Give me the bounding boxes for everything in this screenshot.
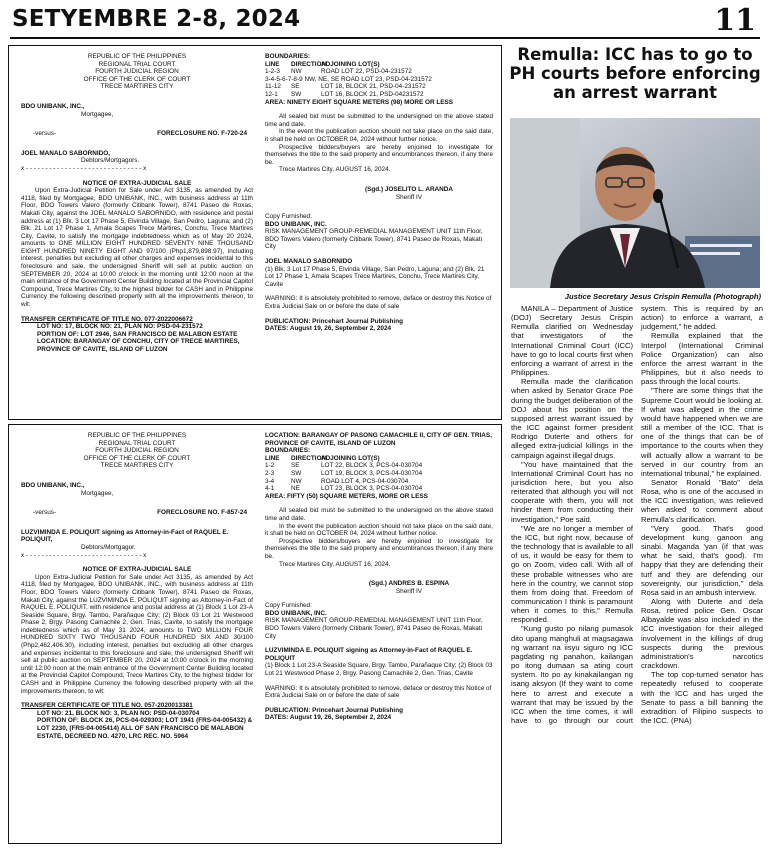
- boundaries-header: [265, 455, 493, 463]
- photo-illustration: [510, 118, 760, 288]
- boundary-adjoining: LOT 16, BLOCK 21, PSD-04231572: [321, 90, 424, 98]
- boundary-adjoining: LOT 18, BLOCK 21, PSD-04-231572: [321, 83, 426, 91]
- area-info: AREA: FIFTY (50) SQUARE METERS, MORE OR LESS: [265, 492, 428, 500]
- copy-furnished: Copy Furnished:: [265, 602, 312, 610]
- lot-info: LOT NO: 17, BLOCK NO: 21, PLAN NO: PSD-04-231572: [37, 323, 203, 331]
- article-paragraph: Along with Duterte and dela Rosa, retired police Gen. Oscar Albayalde was also included in the ICC investigation for their alleged involvement in the killings of drug suspects during the previous administration's narcotics crackdown.: [641, 597, 763, 671]
- boundary-line: 11-12: [265, 83, 281, 91]
- article-body: [511, 304, 763, 844]
- article-paragraph: Remulla made the clarification when asked by Senator Grace Poe during the budget deliberation of the DOJ about his position on the supposed arrest warrant issued by the ICC against former president Rodrigo Duterte and others for alleged extra-judicial killings in the campaign against illegal drugs.: [511, 377, 633, 460]
- case-number: FORECLOSURE NO. F-720-24: [157, 130, 247, 138]
- copy-debtor: JOEL MANALO SABORNIDO: [265, 258, 353, 266]
- notice-body: Upon Extra-Judicial Petition for Sale under Act 3135, as amended by Act 4118, filed by Mortgagee, BDO UNIBANK, INC., with business address at 11th Floor, BDO Towers Valero (formerly Citibank Tower), 8741 Paseo de Roxas, Makati City, against the LUZVIMINDA E. POLIQUIT signing as Attorney-in-Fact of RAQUEL E. POLIQUIT, with residence and postal address at (1) Block 1 Lot 23-A Seaside Square, Brgy. Tambo, Parañaque City; (2) Block 03 Lot 21 Westwood Phase 2, Brgy. Pasong Camachile 2, Gen. Trias, Cavite, to satisfy the mortgage indebtedness which as of May 31 2024, amounts to TWO MILLION FOUR HUNDRED SIXTY TWO THOUSAND FOUR HUNDRED SIX AND 30/100 (Php2,462,406.30), including interest, penalties but excluding all other charges and expenses incidental to this foreclosure and sale, the undersigned Sheriff will sell at public auction on SEPTEMBER 20, 2024 at 10:00 o'clock in the morning until 12:00 noon at the main entrance of the Government Center Building located at the Provincial Capitol Compound, Trece Martires City, to the highest bidder for CASH and in Philippine Currency the following described property with all the improvements thereon, to wit:: [21, 573, 253, 695]
- defendant: LUZVIMINDA E. POLIQUIT signing as Attorney-in-Fact of RAQUEL E. POLIQUIT,: [21, 528, 229, 544]
- notice2-left-column: [21, 432, 253, 839]
- boundary-line: 12-1: [265, 90, 278, 98]
- article-photo: [510, 118, 760, 288]
- copy-debtor-address: (1) Blk. 3 Lot 17 Phase 5, Elvinda Village, San Pedro, Laguna; and (2) Blk. 21 Lot 17 Phase 1, Amala Scapes Trece Martires, Conchu, Trece Martires City, Cavite: [265, 265, 485, 288]
- boundary-adjoining: LOT 23, BLOCK 3, PCS-04-030704: [321, 485, 423, 493]
- case-number: FORECLOSURE NO. F-857-24: [157, 509, 247, 517]
- court-header: [21, 432, 253, 470]
- col-line: LINE: [265, 60, 280, 68]
- boundary-line: 3-4-5-6-7-8-9: [265, 75, 303, 83]
- article-paragraph: "Kung gusto po nilang pumasok dito upang manghuli at magsagawa ng warrant na iisyu siguro ng ICC pagdating ng panahon, kailangan po itong dumaan sa ating court system. Ito po ay kinakailangan ng isang aksyon (If they want to come here to arrest and execute a warrant that may be issued by the ICC when the time comes, it will have to go through our court system. This is required by an action) to enforce a warrant, a judgement," he added.: [511, 304, 763, 726]
- boundaries-title: BOUNDARIES:: [265, 447, 311, 455]
- separator: x - - - - - - - - - - - - - - - - - - - - - - - - - - - - - - x: [21, 164, 147, 172]
- court-line: TRECE MARTIRES CITY: [100, 83, 174, 91]
- notice-extra-judicial-sale-2: [8, 424, 502, 844]
- sealed-bid-para: All sealed bid must be submitted to the undersigned on the above stated time and date.: [265, 113, 493, 128]
- sealed-bid-para: All sealed bid must be submitted to the undersigned on the above stated time and date.: [265, 507, 493, 522]
- portion-info: PORTION OF: LOT 2946, SAN FRANCISCO DE MALABON ESTATE: [37, 330, 238, 338]
- copy-bank-address: RISK MANAGEMENT GROUP-REMEDIAL MANAGEMENT UNIT 11th Floor, BDO Towers Valero (formerly Citibank Tower), 8741 Paseo de Roxas, Makati City: [265, 617, 483, 640]
- case-line: [21, 509, 253, 517]
- boundary-adjoining: ROAD LOT 23, PSD-04-231572: [341, 75, 432, 83]
- col-adjoining: ADJOINING LOT(S): [321, 454, 380, 462]
- sheriff-signature: (Sgd.) ANDRES B. ESPINA: [368, 580, 450, 588]
- boundary-direction: NW: [291, 68, 302, 76]
- boundary-row: [265, 470, 493, 478]
- court-line: FOURTH JUDICIAL REGION: [95, 68, 179, 76]
- boundary-direction: SW: [291, 90, 302, 98]
- col-direction: DIRECTION: [291, 60, 327, 68]
- col-line: LINE: [265, 454, 280, 462]
- place-date: Trece Martires City, AUGUST 16, 2024.: [279, 166, 391, 174]
- court-header: [21, 53, 253, 91]
- boundary-direction: NW: [291, 477, 302, 485]
- boundary-direction: SW: [291, 469, 302, 477]
- portion-info: PORTION OF: BLOCK 26, PCS-04-029303; LOT 1941 (FRS-04-005432) & LOT 2230, (FRS-04-005414) ALL OF SAN FRANCISCO DE MALABON ESTATE, DECREED NO. 4270, LRC REC. NO. 5964: [37, 717, 253, 740]
- col-direction: DIRECTION: [291, 454, 327, 462]
- article-paragraph: Senator Ronald "Bato" dela Rosa, who is one of the accused in the ICC investigation, was relieved when asked to comment about Remulla's clarification.: [641, 477, 763, 524]
- boundary-line: 4-1: [265, 485, 275, 493]
- postponement-para: In the event the publication auction should not take place on the said date, it shall be held on OCTOBER 04, 2024 without further notice.: [265, 128, 493, 143]
- notice-title: NOTICE OF EXTRA-JUDICIAL SALE: [82, 179, 192, 187]
- header-rule: [10, 37, 760, 39]
- boundary-direction: NE: [291, 485, 300, 493]
- court-line: TRECE MARTIRES CITY: [100, 462, 174, 470]
- notice1-left-column: [21, 53, 253, 415]
- article-paragraph: "We are no longer a member of the ICC, but right now, because of the technology that is available to all of us, it would be easy for them to go on Zoom, video call. With all of these probable witnesses who are here in the country, we cannot stop them from doing that. Freedom of communication I think is paramount when it comes to this," Remulla responded.: [511, 523, 634, 625]
- boundary-row: [265, 478, 493, 486]
- boundary-line: 3-4: [265, 477, 275, 485]
- plaintiff-role: Mortgagee,: [81, 489, 114, 497]
- article-paragraph: Remulla explained that the Interpol (International Criminal Police Organization) can also enforce the arrest warrant in the Philippines, but it also needs to pass through the local courts.: [641, 331, 763, 387]
- article-paragraph: "You have maintained that the International Criminal Court has no jurisdiction here, but you also reiterated that although you will not cooperate with them, you will not hinder them from conducting their investigation," Poe said.: [511, 459, 633, 524]
- issue-date: SETYEMBRE 2-8, 2024: [12, 6, 301, 32]
- boundary-adjoining: ROAD LOT 4, PCS-04-030704: [321, 477, 409, 485]
- copy-debtor-address: (1) Block 1 Lot 23-A Seaside Square, Brgy. Tambo, Parañaque City; (2) Block 03 Lot 21 Westwood Phase 2, Brgy. Pasong Camachile 2, Gen. Trias, Cavite: [265, 662, 493, 678]
- notice2-right-column: [265, 432, 493, 839]
- photo-caption: Justice Secretary Jesus Crispin Remulla (Photograph): [564, 292, 761, 301]
- court-line: OFFICE OF THE CLERK OF COURT: [83, 454, 191, 462]
- page-header: [0, 0, 770, 42]
- article-paragraph: "Very good. That's good development kung ganoon ang sinabi. Maganda 'yan (if that was what he said, that's good). I'm happy that they are defending their turf and they are defending our sovereignty, our jurisdiction," dela Rosa said in an ambush interview.: [641, 523, 763, 597]
- plaintiff-role: Mortgagee,: [81, 110, 114, 118]
- versus: -versus-: [33, 509, 57, 517]
- publication: PUBLICATION: Princehart Journal Publishing: [265, 317, 404, 325]
- postponement-para: In the event the publication auction should not take place on the said date, it shall be held on OCTOBER 04, 2024 without further notice.: [265, 522, 493, 538]
- plaintiff: BDO UNIBANK, INC.,: [21, 102, 85, 110]
- lot-info: LOT NO: 21, BLOCK NO: 3, PLAN NO: PSD-04-030704: [37, 709, 200, 717]
- boundary-row: [265, 83, 493, 91]
- col-adjoining: ADJOINING LOT(S): [321, 60, 380, 68]
- bidders-para: Prospective bidders/buyers are hereby enjoined to investigate for themselves the title to the said property and encumbrances thereon, if any there be.: [265, 537, 493, 560]
- boundary-row: [265, 68, 493, 76]
- article-paragraph: MANILA – Department of Justice (DOJ) Secretary Jesus Crispin Remulla clarified on Wednesday that investigators of the International Criminal Court (ICC) have to go to local courts first when enforcing a warrant of arrest in the Philippines.: [511, 304, 633, 378]
- notice-title: NOTICE OF EXTRA-JUDICIAL SALE: [82, 566, 192, 574]
- notice-body: Upon Extra-Judicial Petition for Sale under Act 3135, as amended by Act 4118, filed by Mortgagee, BDO UNIBANK, INC., with business address at 11th Floor, BDO Towers Valero (formerly Citibank Tower), 8741 Paseo de Roxas, Makati City, against the JOEL MANALO SABORNIDO, with residence and postal address at (1) Blk. 3 Lot 17 Phase 5, Elvinda Village, San Pedro, Laguna; and (2) Blk. 21 Lot 17 Phase 1, Amala Scapes Trece Martires, Conchu, Trece Martires City, Cavite, to satisfy the mortgage indebtedness which as of May 20 2024, amounts to ONE MILLION EIGHT HUNDRED SEVENTY NINE THOUSAND EIGHT HUNDRED NINETY EIGHT AND 97/100 (Php1,879,898.97), including interest, penalties but excluding all other charges and expenses incidental to this foreclosure and sale, the undersigned Sheriff will sell at public auction on SEPTEMBER 20, 2024 at 10:00 o'clock in the morning until 12:00 noon at the main entrance of the Government Center Building located at the Provincial Capitol Compound, Trece Martires City, to the highest bidder for CASH and in Philippine Currency the following described property with all the improvements thereon, to wit:: [21, 187, 253, 309]
- copy-bank: BDO UNIBANK, INC.: [265, 609, 327, 617]
- location-info: LOCATION: BARANGAY OF PASONG CAMACHILE II, CITY OF GEN. TRIAS, PROVINCE OF CAVITE, ISLAND OF LUZON: [265, 432, 492, 447]
- notice-extra-judicial-sale-1: [8, 45, 502, 420]
- defendant-role: Debtors/Mortgagor.: [81, 543, 136, 551]
- tct-number: TRANSFER CERTIFICATE OF TITLE NO. 077-2022006672: [21, 315, 193, 323]
- copy-bank-address: RISK MANAGEMENT GROUP-REMEDIAL MANAGEMENT UNIT 11th Floor, BDO Towers Valero (formerly Citibank Tower), 8741 Paseo de Roxas, Makati City: [265, 228, 483, 251]
- area-info: AREA: NINETY EIGHT SQUARE METERS (98) MORE OR LESS: [265, 98, 454, 106]
- publication-dates: DATES: August 19, 26, September 2, 2024: [265, 714, 392, 722]
- boundary-adjoining: ROAD LOT 22, PSD-04-231572: [321, 68, 412, 76]
- news-article: [507, 45, 763, 845]
- sheriff-signature: (Sgd.) JOSELITO L. ARANDA: [364, 185, 454, 193]
- article-headline: Remulla: ICC has to go to PH courts before enforcing an arrest warrant: [509, 45, 761, 102]
- separator: x - - - - - - - - - - - - - - - - - - - - - - - - - - - - - - x: [21, 551, 147, 559]
- court-line: REPUBLIC OF THE PHILIPPINES: [87, 432, 187, 439]
- court-line: REGIONAL TRIAL COURT: [98, 60, 176, 68]
- boundaries-header: [265, 61, 493, 69]
- boundary-row: [265, 462, 493, 470]
- court-line: REGIONAL TRIAL COURT: [98, 439, 176, 447]
- sheriff-title: Sheriff IV: [395, 193, 423, 201]
- versus: -versus-: [33, 130, 57, 138]
- defendant-role: Debtors/Mortgagors.: [81, 157, 140, 165]
- article-paragraph: The top cop-turned senator has repeatedly refused to cooperate with the ICC and has urged the Senate to pass a bill banning the extradition of Filipino suspects to the ICC. (PNA): [641, 670, 763, 726]
- boundary-adjoining: LOT 19, BLOCK 3, PCS-04-030704: [321, 469, 423, 477]
- case-line: [21, 130, 253, 138]
- notice1-right-column: [265, 53, 493, 415]
- tct-number: TRANSFER CERTIFICATE OF TITLE NO. 057-2020013381: [21, 702, 193, 710]
- court-line: FOURTH JUDICIAL REGION: [95, 447, 179, 455]
- warning: WARNING: It is absolutely prohibited to remove, deface or destroy this Notice of Extra Judicial Sale on or before the date of sale: [265, 295, 492, 311]
- boundary-adjoining: LOT 22, BLOCK 3, PCS-04-030704: [321, 462, 423, 470]
- boundary-direction: SE: [291, 83, 300, 91]
- court-line: REPUBLIC OF THE PHILIPPINES: [87, 53, 187, 60]
- plaintiff: BDO UNIBANK, INC.,: [21, 481, 85, 489]
- defendant: JOEL MANALO SABORNIDO,: [21, 149, 111, 157]
- court-line: OFFICE OF THE CLERK OF COURT: [83, 75, 191, 83]
- location-info: LOCATION: BARANGAY OF CONCHU, CITY OF TRECE MARTIRES, PROVINCE OF CAVITE, ISLAND OF LUZON: [37, 338, 240, 353]
- boundary-line: 2-3: [265, 469, 275, 477]
- boundary-row: [265, 76, 493, 84]
- copy-debtor: LUZVIMINDA E. POLIQUIT signing as Attorney-in-Fact of RAQUEL E. POLIQUIT: [265, 647, 473, 662]
- boundary-row: [265, 485, 493, 493]
- boundary-row: [265, 91, 493, 99]
- copy-bank: BDO UNIBANK, INC.: [265, 220, 327, 228]
- warning: WARNING: It is absolutely prohibited to remove, deface or destroy this Notice of Extra Judicial Sale on or before the date of sale: [265, 684, 492, 700]
- bidders-para: Prospective bidders/buyers are hereby enjoined to investigate for themselves the title to the said property and encumbrances thereon, if any there be.: [265, 143, 493, 166]
- page-number: 11: [714, 3, 756, 38]
- article-paragraph: "There are some things that the Supreme Court would be looking at. If what was alleged in the crime would have happened when we are still a member of the ICC. That is one of the things that can be of importance to the courts when they will actually allow a warrant to be served in our country from an international tribunal," he explained.: [641, 386, 763, 478]
- boundaries-title: BOUNDARIES:: [265, 53, 311, 60]
- copy-furnished: Copy Furnished:: [265, 213, 312, 221]
- boundary-line: 1-2-3: [265, 68, 280, 76]
- boundary-direction: NW, NE, SE: [304, 75, 340, 83]
- publication-dates: DATES: August 19, 26, September 2, 2024: [265, 325, 392, 333]
- boundary-line: 1-2: [265, 462, 275, 470]
- sheriff-title: Sheriff IV: [395, 587, 423, 595]
- place-date: Trece Martires City, AUGUST 16, 2024.: [279, 560, 391, 568]
- boundary-direction: SE: [291, 462, 300, 470]
- publication: PUBLICATION: Princehart Journal Publishing: [265, 706, 404, 714]
